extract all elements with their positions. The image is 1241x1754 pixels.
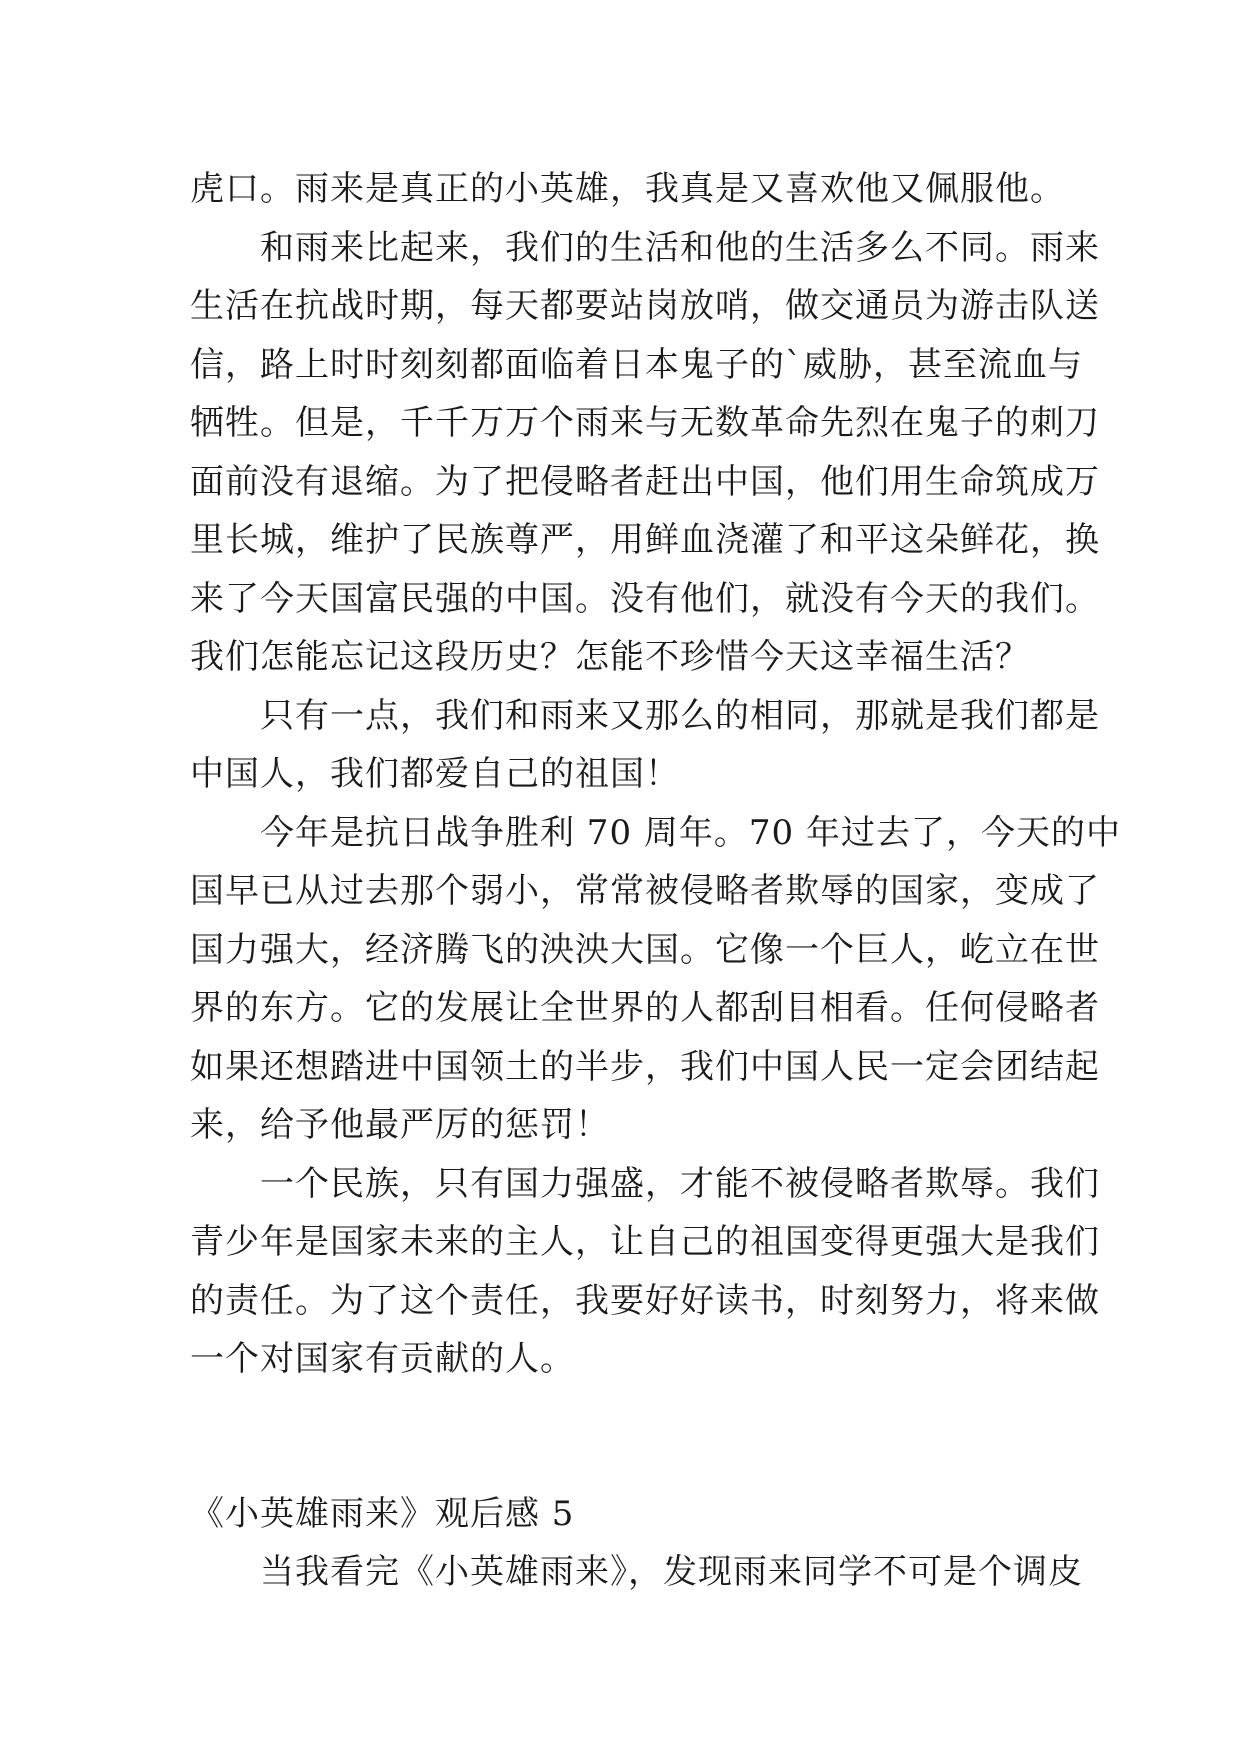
paragraph [190, 804, 1121, 1155]
text-line: 信，路上时时刻刻都面临着日本鬼子的`威胁，甚至流血与 [190, 344, 1083, 385]
text-line: 如果还想踏进中国领土的半步，我们中国人民一定会团结起 [190, 1046, 1100, 1087]
paragraph [190, 1543, 1083, 1602]
text-line: 来了今天国富民强的中国。没有他们，就没有今天的我们。 [190, 578, 1100, 619]
text-line: 里长城，维护了民族尊严，用鲜血浇灌了和平这朵鲜花，换 [190, 520, 1100, 560]
text-line: 生活在抗战时期，每天都要站岗放哨，做交通员为游击队送 [190, 286, 1100, 326]
paragraph [190, 219, 1100, 687]
text-line: 我们怎能忘记这段历史？怎能不珍惜今天这幸福生活？ [190, 637, 1030, 677]
text-line: 当我看完《小英雄雨来》，发现雨来同学不可是个调皮 [260, 1552, 1083, 1592]
paragraph [190, 687, 1100, 804]
section-heading: 《小英雄雨来》观后感 5 [190, 1493, 575, 1534]
text-line: 的责任。为了这个责任，我要好好读书，时刻努力，将来做 [190, 1280, 1100, 1321]
text-line: 界的东方。它的发展让全世界的人都刮目相看。任何侵略者 [190, 988, 1100, 1028]
text-line: 面前没有退缩。为了把侵略者赶出中国，他们用生命筑成万 [190, 461, 1100, 502]
text-line: 虎口。雨来是真正的小英雄，我真是又喜欢他又佩服他。 [190, 169, 1065, 209]
text-line: 一个民族，只有国力强盛，才能不被侵略者欺辱。我们 [260, 1163, 1100, 1204]
text-line: 只有一点，我们和雨来又那么的相同，那就是我们都是 [260, 695, 1100, 736]
text-line: 今年是抗日战争胜利 70 周年。70 年过去了，今天的中 [260, 812, 1121, 853]
text-line: 和雨来比起来，我们的生活和他的生活多么不同。雨来 [260, 227, 1100, 268]
text-line: 一个对国家有贡献的人。 [190, 1339, 575, 1379]
paragraph [190, 160, 1065, 219]
section-spacer [190, 1389, 1060, 1485]
text-line: 青少年是国家未来的主人，让自己的祖国变得更强大是我们 [190, 1222, 1100, 1262]
text-line: 来，给予他最严厉的惩罚！ [190, 1105, 610, 1145]
text-line: 国早已从过去那个弱小，常常被侵略者欺辱的国家，变成了 [190, 871, 1100, 911]
text-line: 牺牲。但是，千千万万个雨来与无数革命先烈在鬼子的刺刀 [190, 403, 1100, 443]
document-body [190, 160, 1121, 1602]
text-line: 中国人，我们都爱自己的祖国！ [190, 754, 680, 794]
text-line: 国力强大，经济腾飞的泱泱大国。它像一个巨人，屹立在世 [190, 929, 1100, 970]
paragraph [190, 1155, 1100, 1389]
